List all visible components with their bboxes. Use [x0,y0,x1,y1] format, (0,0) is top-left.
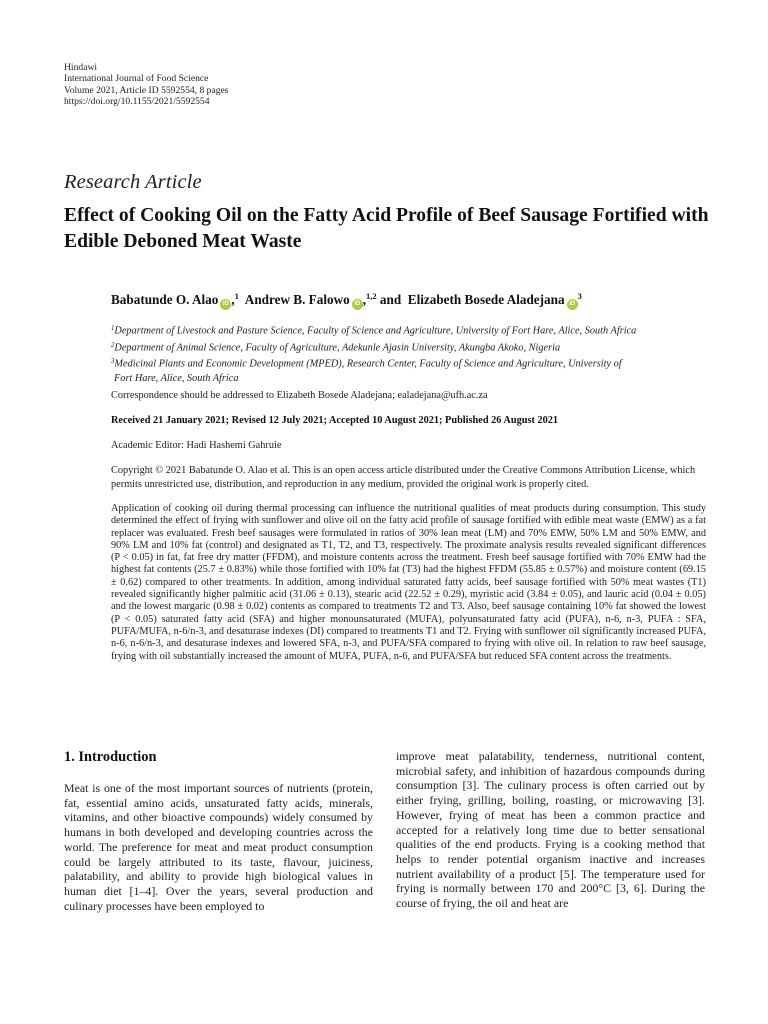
author-separator: and [376,292,405,307]
author-list [111,291,582,310]
affiliation-text: Medicinal Plants and Economic Development (MPED), Research Center, Faculty of Science and Agriculture, University of [114,358,622,370]
author-name: Elizabeth Bosede Aladejana [407,292,565,307]
article-title: Effect of Cooking Oil on the Fatty Acid Profile of Beef Sausage Fortified with Edible Deboned Meat Waste [64,205,709,252]
author-name: Babatunde O. Alao [111,292,219,307]
author-separator: , [231,292,235,307]
publisher-name: Hindawi [64,62,98,73]
journal-name: International Journal of Food Science [64,73,209,85]
author-name: Andrew B. Falowo [244,292,350,307]
affiliation-mark: 3 [111,358,115,366]
author-affiliation-mark: 1,2 [366,291,377,301]
affiliation [111,322,711,339]
orcid-icon[interactable]: iD [352,299,363,310]
copyright-notice: Copyright © 2021 Babatunde O. Alao et al. This is an open access article distributed under the Creative Commons Attribution License, which permits unrestricted use, distribution, and reproduction in any medium, provided the original work is properly cited. [111,465,696,491]
author-affiliation-mark: 3 [577,291,582,301]
doi-link[interactable]: https://doi.org/10.1155/2021/5592554 [64,95,210,107]
volume-line: Volume 2021, Article ID 5592554, 8 pages [64,84,229,96]
affiliation-mark: 2 [111,341,115,349]
publication-dates: Received 21 January 2021; Revised 12 July 2021; Accepted 10 August 2021; Published 26 August 2021 [111,415,559,426]
body-column-right: improve meat palatability, tenderness, nutritional content, microbial safety, and inhibition of hazardous compounds during consumption [3]. The culinary process is often carried out by either frying, grilling, boiling, roasting, or microwaving [3]. However, frying of meat has been a common practice and accepted for a relatively long time due to better sensational qualities of the end products. Frying is a cooking method that helps to render potential organism inactive and increases nutrient availability of a product [5]. The temperature used for frying is normally between 170 and 200°C [3, 6]. During the course of frying, the oil and heat are [396,749,705,911]
abstract: Application of cooking oil during thermal processing can influence the nutritional qualities of meat products during consumption. This study determined the effect of frying with sunflower and olive oil on the fatty acid profile of sausage fortified with edible meat waste (EMW) as a fat replacer was evaluated. Fresh beef sausages were formulated in ratios of 30% lean meat (LM) and 70% EMW, 50% LM and 50% EMW, and 90% LM and 10% fat (control) and designated as T1, T2, and T3, respectively. The proximate analysis results revealed significant differences (P < 0.05) in fat, fat free dry matter (FFDM), and moisture contents across the treatment. Fresh beef sausage fortified with 70% EMW had the highest fat contents (25.7 ± 0.83%) while those fortified with 10% fat (T3) had the highest FFDM (55.85 ± 0.57%) and moisture content (69.15 ± 0.62) compared to other treatments. In addition, among individual saturated fatty acids, beef sausage fortified with 50% meat wastes (T1) revealed significantly higher palmitic acid (31.06 ± 0.13), stearic acid (22.52 ± 0.29), myristic acid (3.84 ± 0.05), and lauric acid (0.04 ± 0.05) and the lowest margaric (0.98 ± 0.02) contents as compared to treatments T2 and T3. Also, beef sausage containing 10% fat showed the lowest (P < 0.05) saturated fatty acid (SFA) and higher monounsaturated (MUFA), polyunsaturated fatty acid (PUFA), n-6, n-3, PUFA : SFA, PUFA/MUFA, n-6/n-3, and desaturase indexes (DI) compared to treatments T1 and T2. Frying with sunflower oil significantly increased PUFA, n-6, n-6/n-3, and desaturase indexes and lowered SFA, n-3, and PUFA/SFA compared to frying with olive oil. In relation to raw beef sausage, frying with oil substantially increased the amount of MUFA, PUFA, n-6, and PUFA/SFA but reduced SFA content across the treatments. [111,503,706,662]
affiliation-mark: 1 [111,325,115,332]
affiliation-text: Department of Animal Science, Faculty of Agriculture, Adekunle Ajasin University, Akungba Akoko, Nigeria [114,342,561,354]
orcid-icon[interactable]: iD [567,299,578,310]
affiliation-text: Department of Livestock and Pasture Science, Faculty of Science and Agriculture, University of Fort Hare, Alice, South Africa [114,325,637,337]
affiliation [111,355,711,372]
body-column-left: Meat is one of the most important sources of nutrients (protein, fat, essential amino acids, unsaturated fatty acids, minerals, vitamins, and other bioactive compounds) widely consumed by humans in both developed and developing countries across the world. The preference for meat and meat product consumption could be largely attributed to its taste, flavour, juiciness, palatability, and ability to provide high biological values in human diet [1–4]. Over the years, several production and culinary processes have been employed to [64,781,373,913]
orcid-icon[interactable]: iD [220,299,231,310]
affiliation [111,339,711,356]
academic-editor: Academic Editor: Hadi Hashemi Gahruie [111,440,282,451]
affiliation-text: Fort Hare, Alice, South Africa [114,372,239,384]
author-affiliation-mark: 1 [234,291,239,301]
author-separator: , [362,292,366,307]
section-heading-introduction: 1. Introduction [64,749,157,765]
journal-info [64,62,229,107]
article-type: Research Article [64,171,202,193]
affiliation-continuation [111,372,711,386]
affiliation-list [111,322,711,386]
correspondence-note: Correspondence should be addressed to Elizabeth Bosede Aladejana; ealadejana@ufh.ac.za [111,390,488,401]
